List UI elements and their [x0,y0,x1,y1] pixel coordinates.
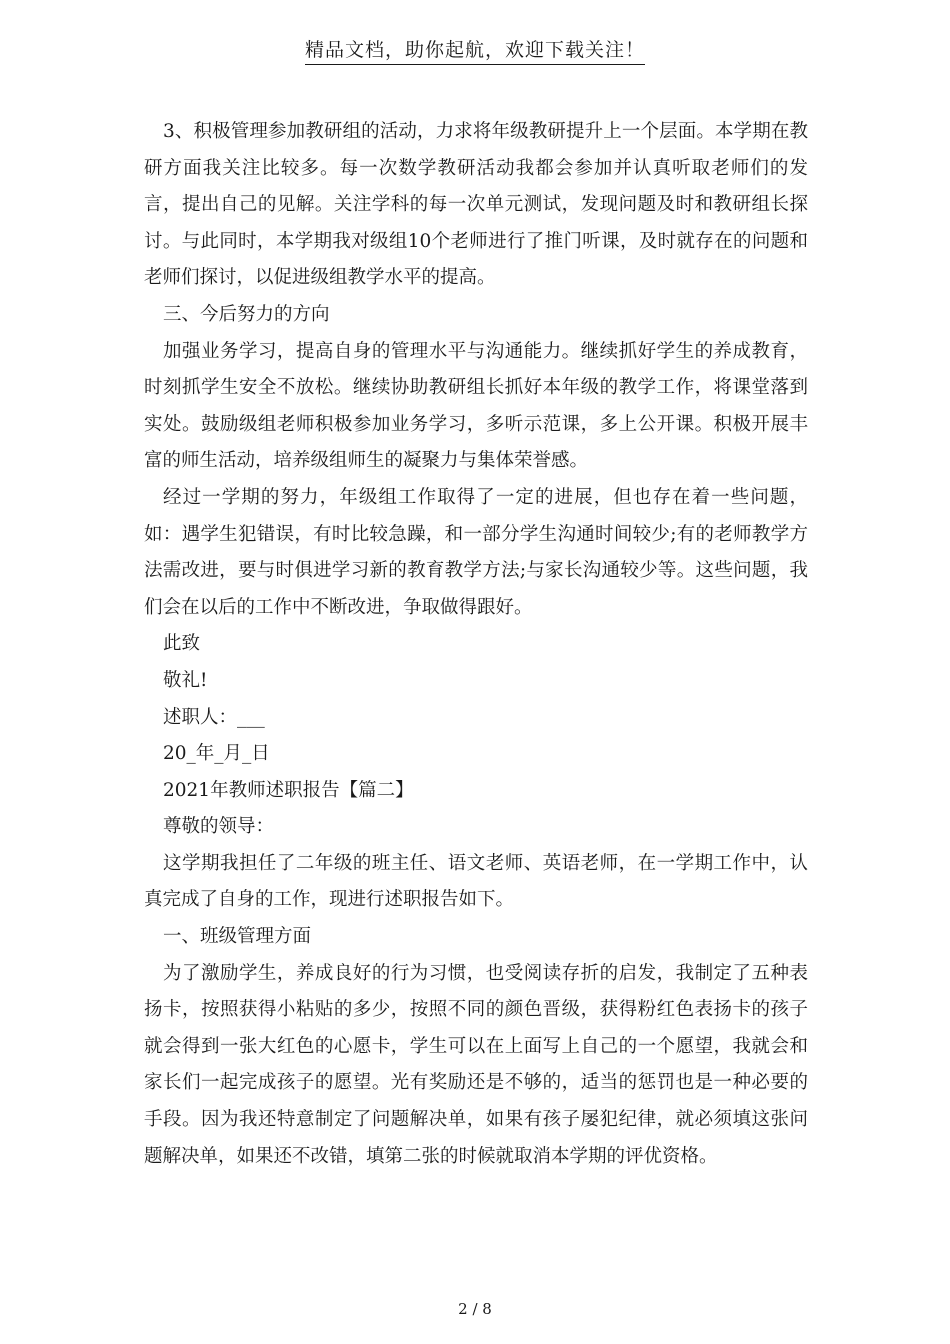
page-header [0,36,950,64]
signature-line: 述职人：___ [163,706,265,728]
section-heading-future-direction: 三、今后努力的方向 [163,303,330,325]
header-text: 精品文档，助你起航，欢迎下载关注！ [305,39,645,65]
page-footer [0,1298,950,1320]
closing-salutation: 此致 [163,633,201,655]
paragraph-future-plans: 加强业务学习，提高自身的管理水平与沟通能力。继续抓好学生的养成教育，时刻抓学生安全不放松。继续协助教研组长抓好本年级的教学工作，将课堂落到实处。鼓励级组老师积极参加业务学习，多听示范课，多上公开课。积极开展丰富的师生活动，培养级组师生的凝聚力与集体荣誉感。 [144,340,808,472]
section-heading-class-management: 一、班级管理方面 [163,926,312,948]
paragraph-intro-part-two: 这学期我担任了二年级的班主任、语文老师、英语老师，在一学期工作中，认真完成了自身的工作，现进行述职报告如下。 [144,852,808,911]
paragraph-teaching-research: 3、积极管理参加教研组的活动，力求将年级教研提升上一个层面。本学期在教研方面我关注比较多。每一次数学教研活动我都会参加并认真听取老师们的发言，提出自己的见解。关注学科的每一次单元测试，发现问题及时和教研组长探讨。与此同时，本学期我对级组10个老师进行了推门听课，及时就存在的问题和老师们探讨，以促进级组教学水平的提高。 [144,121,808,289]
closing-regards: 敬礼! [163,669,208,691]
greeting: 尊敬的领导： [163,816,275,838]
date-line: 20_年_月_日 [163,743,270,765]
document-body [144,114,808,1175]
paragraph-summary-problems: 经过一学期的努力，年级组工作取得了一定的进展，但也存在着一些问题，如：遇学生犯错误，有时比较急躁，和一部分学生沟通时间较少;有的老师教学方法需改进，要与时俱进学习新的教育教学方法;与家长沟通较少等。这些问题，我们会在以后的工作中不断改进，争取做得跟好。 [144,486,808,618]
paragraph-class-management: 为了激励学生，养成良好的行为习惯，也受阅读存折的启发，我制定了五种表扬卡，按照获得小粘贴的多少，按照不同的颜色晋级，获得粉红色表扬卡的孩子就会得到一张大红色的心愿卡，学生可以在上面写上自己的一个愿望，我就会和家长们一起完成孩子的愿望。光有奖励还是不够的，适当的惩罚也是一种必要的手段。因为我还特意制定了问题解决单，如果有孩子屡犯纪律，就必须填这张问题解决单，如果还不改错，填第二张的时候就取消本学期的评优资格。 [144,962,808,1167]
report-title-part-two: 2021年教师述职报告【篇二】 [163,779,414,801]
page-number: 2 / 8 [458,1300,492,1318]
